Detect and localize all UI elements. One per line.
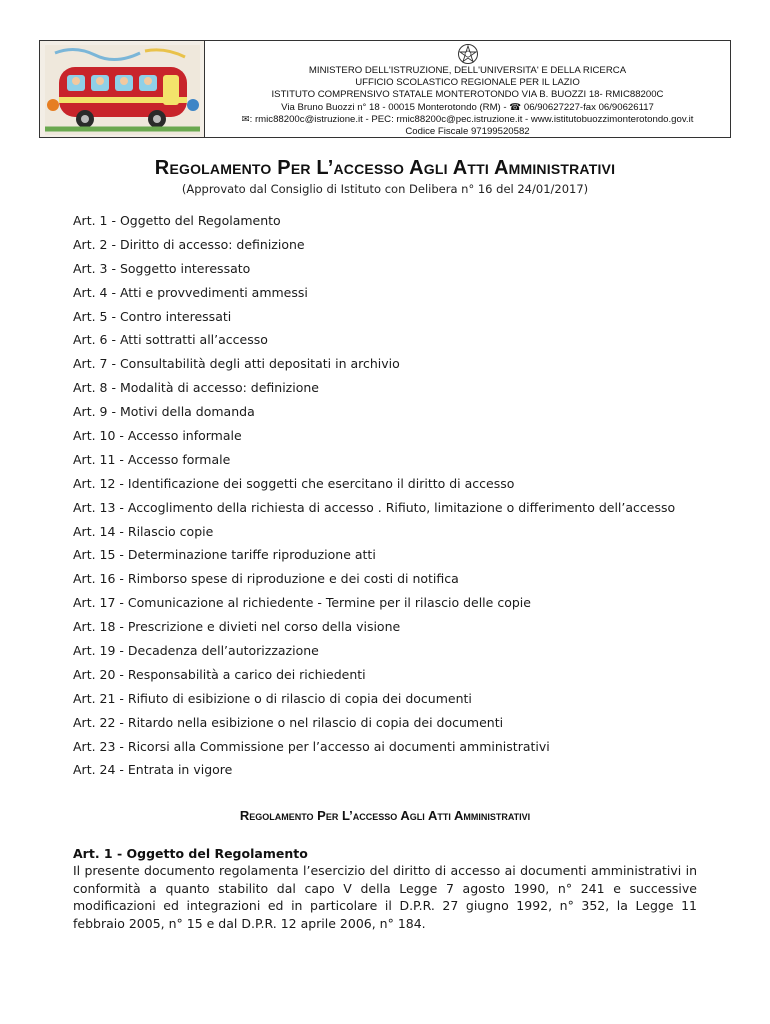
toc-item: Art. 20 - Responsabilità a carico dei richiedenti	[73, 666, 366, 682]
school-info	[205, 41, 730, 137]
institute-line: ISTITUTO COMPRENSIVO STATALE MONTEROTONDO VIA B. BUOZZI 18- RMIC88200C	[271, 89, 664, 101]
toc-item: Art. 22 - Ritardo nella esibizione o nel rilascio di copia dei documenti	[73, 714, 504, 730]
table-of-contents	[73, 212, 713, 785]
fiscal-code-line: Codice Fiscale 97199520582	[405, 126, 530, 138]
school-bus-drawing	[45, 45, 200, 135]
toc-item: Art. 9 - Motivi della domanda	[73, 404, 255, 420]
toc-item: Art. 3 - Soggetto interessato	[73, 260, 251, 276]
contact-line: ✉: rmic88200c@istruzione.it - PEC: rmic88200c@pec.istruzione.it - www.istitutobuozzimonterotondo.gov.it	[241, 113, 694, 125]
letterhead	[39, 40, 731, 138]
toc-item: Art. 11 - Accesso formale	[73, 451, 231, 467]
toc-item: Art. 17 - Comunicazione al richiedente - Termine per il rilascio delle copie	[73, 595, 531, 611]
toc-item: Art. 8 - Modalità di accesso: definizione	[73, 380, 319, 396]
toc-item: Art. 10 - Accesso informale	[73, 428, 242, 444]
document-title: Regolamento Per L’accesso Agli Atti Amministrativi	[154, 157, 616, 179]
toc-item: Art. 14 - Rilascio copie	[73, 523, 214, 539]
address-line: Via Bruno Buozzi n° 18 - 00015 Monterotondo (RM) - ☎ 06/90627227-fax 06/90626117	[281, 101, 654, 113]
document-subtitle: (Approvato dal Consiglio di Istituto con Delibera n° 16 del 24/01/2017)	[181, 182, 589, 196]
toc-item: Art. 15 - Determinazione tariffe riproduzione atti	[73, 547, 376, 563]
toc-item: Art. 12 - Identificazione dei soggetti che esercitano il diritto di accesso	[73, 475, 515, 491]
article-body: Il presente documento regolamenta l’esercizio del diritto di accesso ai documenti amministrativi in conformità a quanto stabilito dal capo V della Legge 7 agosto 1990, n° 241 e successive modificazioni ed integrazioni ed in particolare il D.P.R. 27 giugno 1992, n° 352, la Legge 11 febbraio 2005, n° 15 e dal D.P.R. 12 aprile 2006, n° 184.	[73, 863, 697, 931]
toc-item: Art. 1 - Oggetto del Regolamento	[73, 213, 281, 228]
toc-item: Art. 2 - Diritto di accesso: definizione	[73, 236, 305, 252]
toc-item: Art. 18 - Prescrizione e divieti nel corso della visione	[73, 619, 401, 635]
toc-item: Art. 13 - Accoglimento della richiesta di accesso . Rifiuto, limitazione o differimento dell’accesso	[73, 499, 676, 515]
ministry-line: MINISTERO DELL'ISTRUZIONE, DELL'UNIVERSITA' E DELLA RICERCA	[308, 65, 627, 76]
article-heading: Art. 1 - Oggetto del Regolamento	[73, 846, 308, 861]
toc-item: Art. 6 - Atti sottratti all’accesso	[73, 332, 268, 348]
republic-emblem-icon	[457, 43, 479, 65]
toc-item: Art. 4 - Atti e provvedimenti ammessi	[73, 284, 308, 300]
toc-item: Art. 21 - Rifiuto di esibizione o di rilascio di copia dei documenti	[73, 690, 472, 706]
toc-item: Art. 19 - Decadenza dell’autorizzazione	[73, 643, 319, 659]
regional-office-line: UFFICIO SCOLASTICO REGIONALE PER IL LAZIO	[355, 77, 580, 89]
toc-item: Art. 5 - Contro interessati	[73, 308, 232, 324]
section-title: Regolamento Per L’accesso Agli Atti Amministrativi	[239, 808, 531, 823]
toc-item: Art. 7 - Consultabilità degli atti depositati in archivio	[73, 356, 400, 372]
toc-item: Art. 23 - Ricorsi alla Commissione per l’accesso ai documenti amministrativi	[73, 738, 550, 754]
school-logo	[40, 41, 205, 137]
toc-item: Art. 16 - Rimborso spese di riproduzione e dei costi di notifica	[73, 571, 459, 587]
toc-item: Art. 24 - Entrata in vigore	[73, 762, 233, 778]
